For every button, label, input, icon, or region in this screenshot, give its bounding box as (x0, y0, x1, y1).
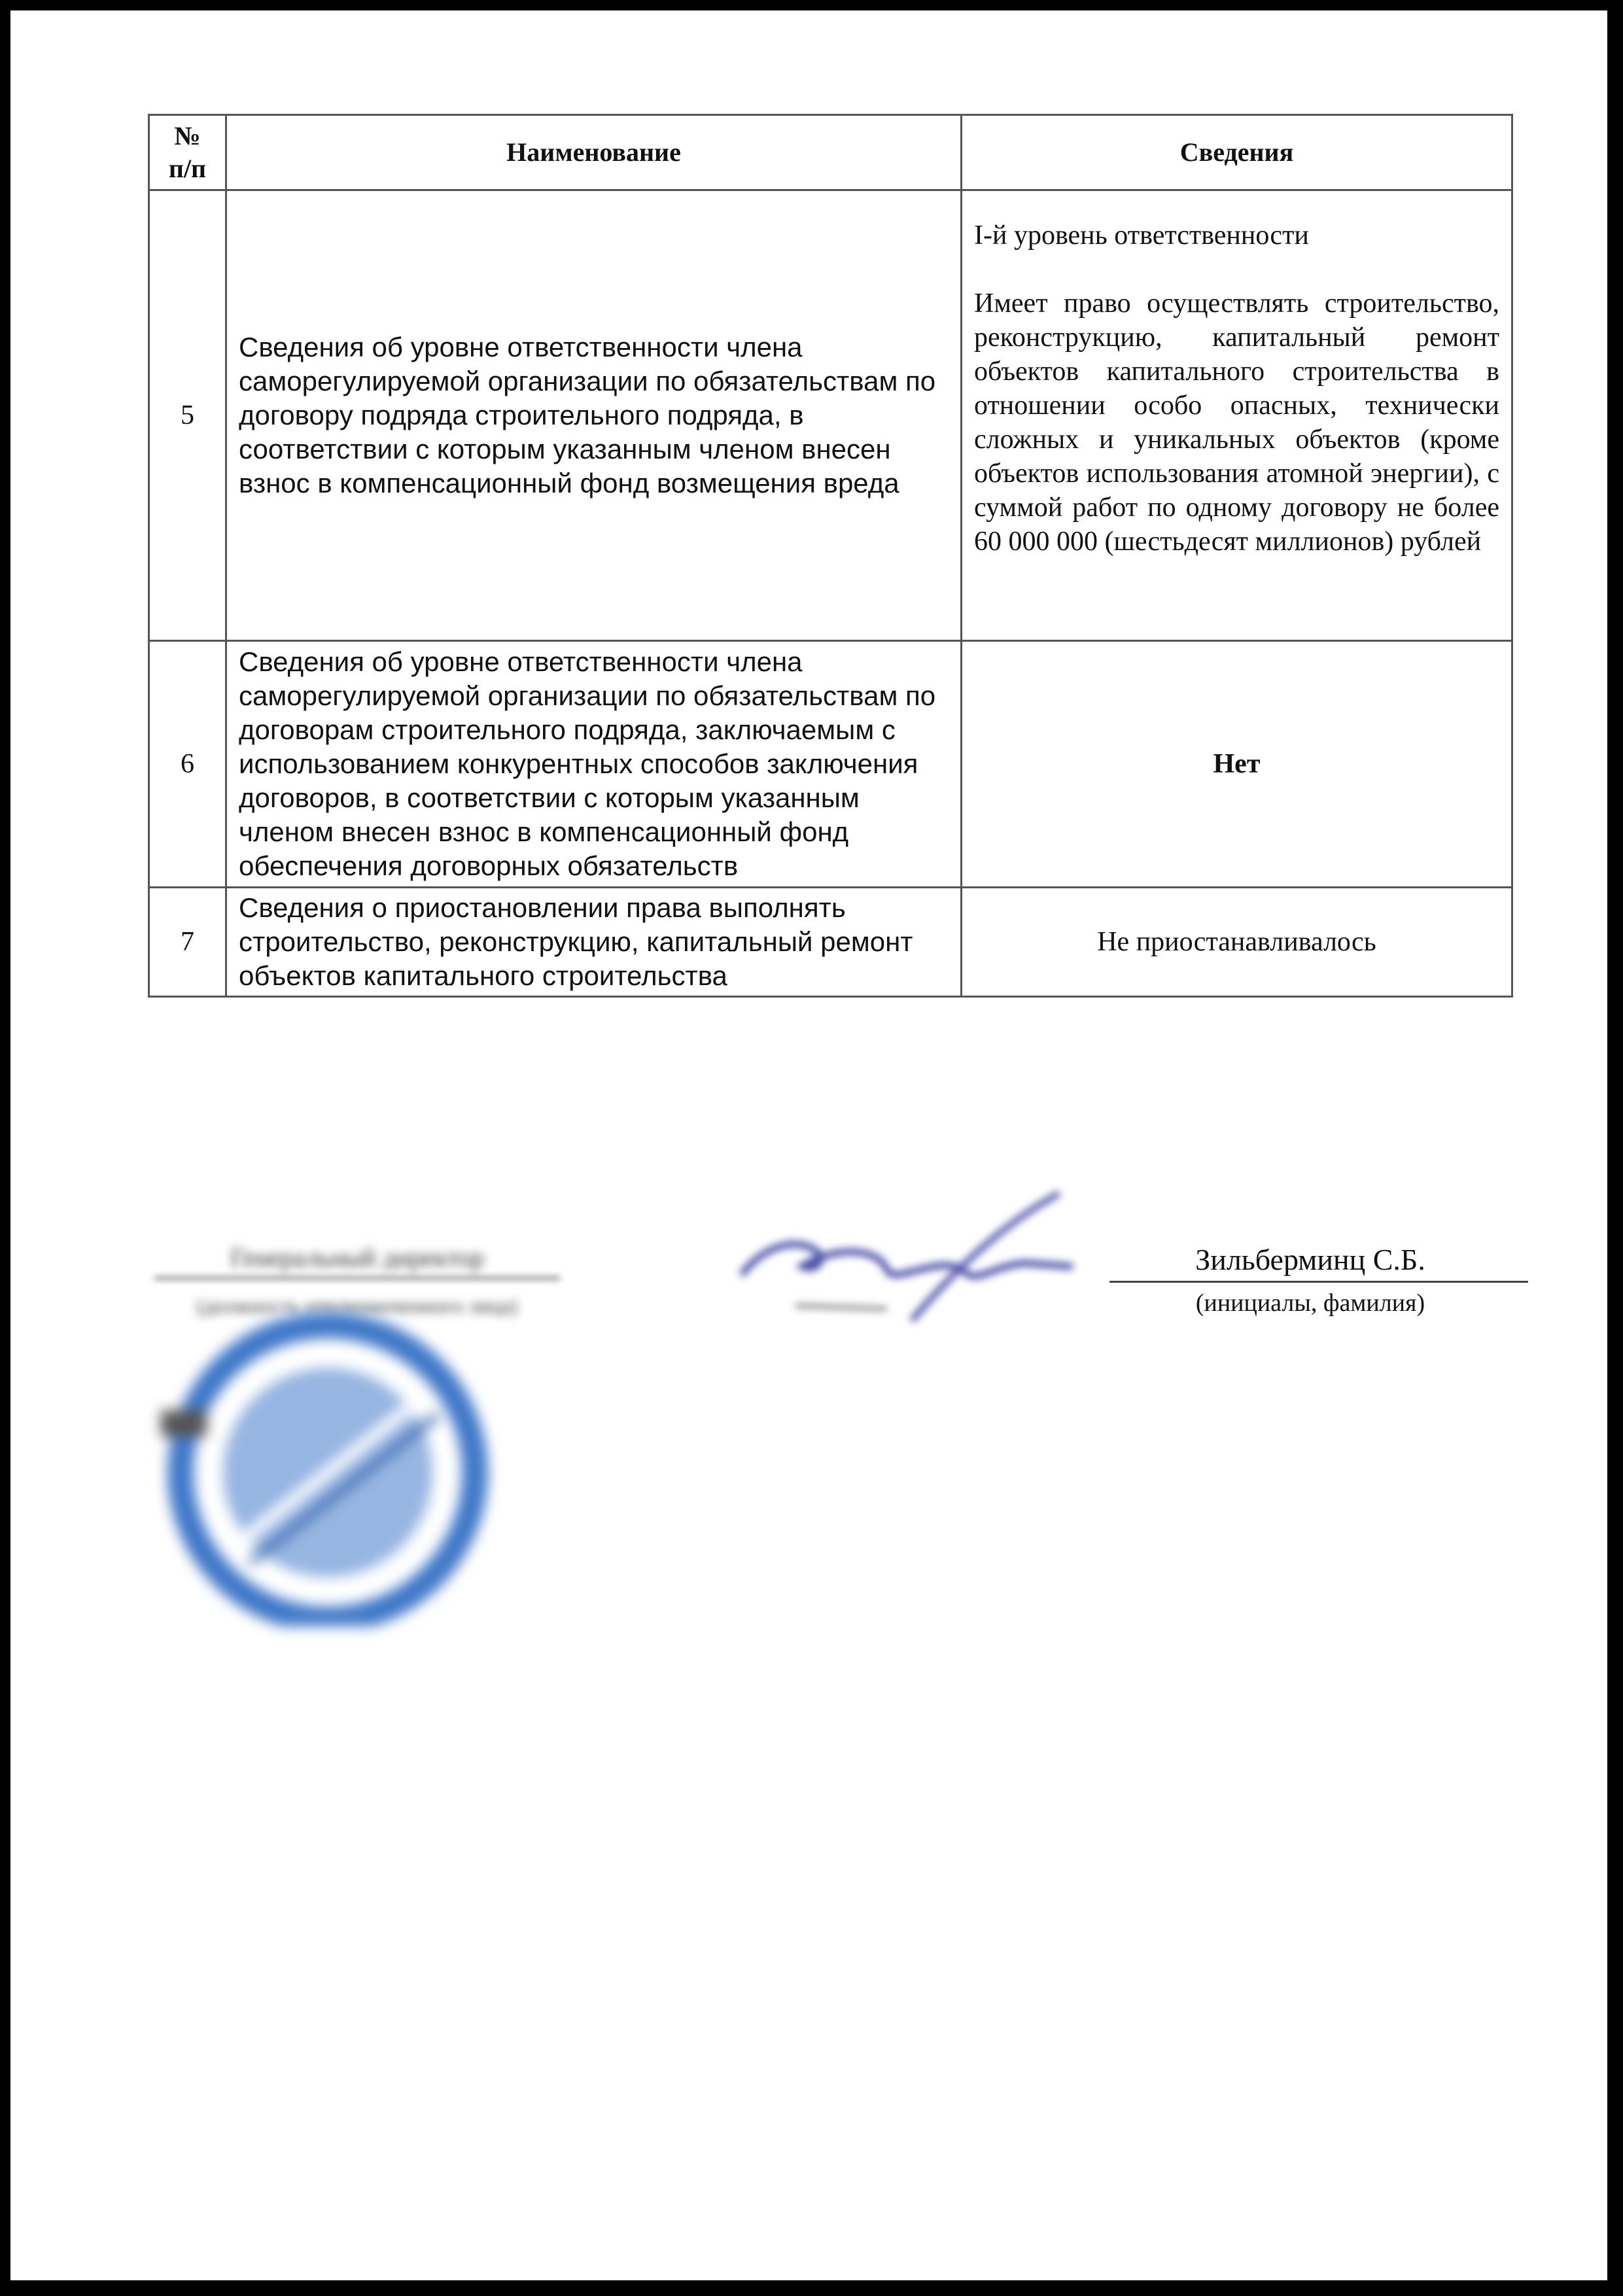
table-header-row (149, 115, 1512, 190)
signature-image (717, 1175, 1083, 1345)
document-page (10, 10, 1607, 2280)
signer-caption: (инициалы, фамилия) (1195, 1289, 1425, 1317)
row-name: Сведения о приостановлении права выполнять строительство, реконструкцию, капитальный ремонт объектов капитального строительства (226, 888, 962, 997)
signer-position: Генеральный директор (230, 1243, 485, 1272)
row-name: Сведения об уровне ответственности члена саморегулируемой организации по обязательствам по договорам строительного подряда, заключаемым с использованием конкурентных способов заключения договоров, в соответствии с которым указанным членом внесен взнос в компенсационный фонд обеспечения договорных обязательств (226, 641, 962, 888)
row-number: 6 (149, 641, 226, 888)
header-info: Сведения (962, 115, 1512, 190)
registry-table (148, 114, 1513, 998)
row-name: Сведения об уровне ответственности члена саморегулируемой организации по обязательствам по договору подряда строительного подряда, в соответствии с которым указанным членом внесен взнос в компенсационный фонд возмещения вреда (226, 190, 962, 641)
table-row (149, 190, 1512, 641)
header-name: Наименование (226, 115, 962, 190)
row-info (962, 190, 1512, 641)
signer-name: Зильберминц С.Б. (1195, 1243, 1425, 1276)
stamp-seal (161, 1312, 495, 1626)
signer-position-caption: (должность уполномоченного лица) (197, 1294, 517, 1317)
table-row (149, 641, 1512, 888)
row-value: Нет (962, 641, 1512, 888)
row-number: 5 (149, 190, 226, 641)
table-row (149, 888, 1512, 997)
signer-underline (1109, 1281, 1528, 1283)
position-underline (154, 1277, 560, 1279)
header-num: № п/п (149, 115, 226, 190)
row-number: 7 (149, 888, 226, 997)
responsibility-description: Имеет право осуществлять строительство, реконструкцию, капитальный ремонт объектов капитального строительства в отношении особо опасных, технически сложных и уникальных объектов (кроме объектов использования атомной энергии), с суммой работ по одному договору не более 60 000 000 (шестьдесят миллионов) рублей (974, 288, 1499, 557)
row-value: Не приостанавливалось (962, 888, 1512, 997)
responsibility-level: I-й уровень ответственности (974, 220, 1309, 251)
